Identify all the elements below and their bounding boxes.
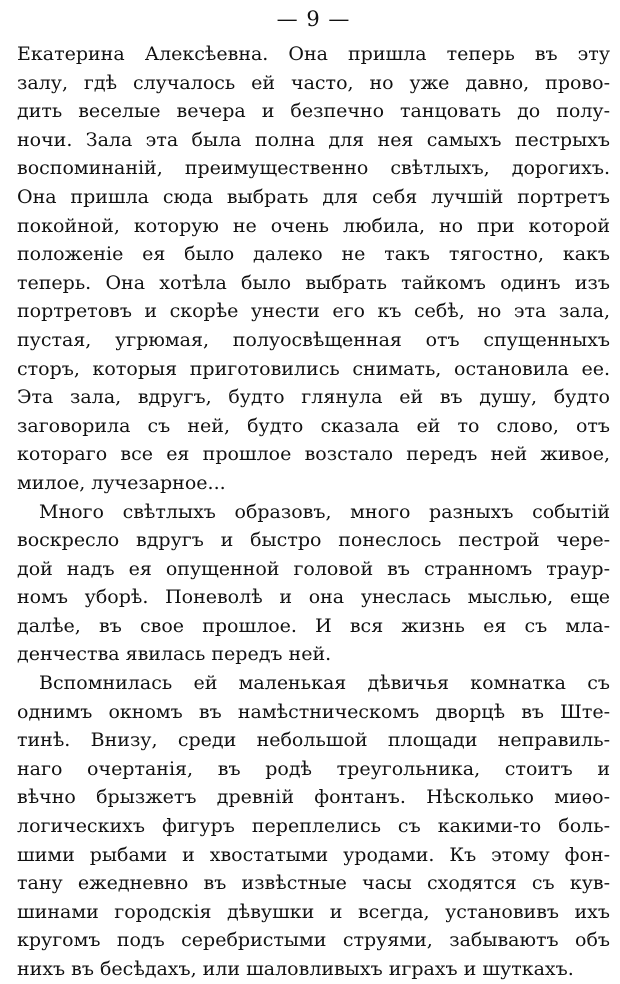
text-line: Эта зала, вдругъ, будто глянула ей въ душу, будто — [17, 386, 610, 409]
text-line: пустая, угрюмая, полуосвѣщенная отъ спущенныхъ — [17, 328, 610, 351]
text-line: Екатерина Алексѣевна. Она пришла теперь въ эту — [17, 43, 610, 65]
text-line: теперь. Она хотѣла было выбрать тайкомъ одинъ изъ — [17, 271, 610, 294]
text-line: ночи. Зала эта была полна для нея самыхъ пестрыхъ — [17, 128, 610, 151]
text-line: номъ уборѣ. Поневолѣ и она унеслась мыслью, еще — [17, 586, 610, 609]
text-line: дить веселые вечера и безпечно танцовать до полу- — [17, 100, 610, 123]
text-line: кругомъ подъ серебристыми струями, забываютъ объ — [17, 929, 610, 952]
text-line: денчества явилась передъ ней. — [17, 643, 332, 666]
text-line: вѣчно брызжетъ древнiй фонтанъ. Нѣсколько миѳо- — [17, 786, 610, 809]
paragraph — [17, 669, 610, 984]
text-line: Вспомнилась ей маленькая дѣвичья комнатка съ — [39, 672, 610, 695]
text-line: воскресло вдругъ и быстро понеслось пестрой чере- — [17, 529, 610, 552]
text-line: залу, гдѣ случалось ей часто, но уже давно, прово- — [17, 71, 610, 94]
text-line: Она пришла сюда выбрать для себя лучшiй портретъ — [17, 185, 610, 208]
text-line: положенiе ея было далеко не такъ тягостно, какъ — [17, 243, 610, 266]
text-line: заговорила съ ней, будто сказала ей то слово, отъ — [17, 414, 610, 437]
text-line: милое, лучезарное... — [17, 471, 226, 494]
text-body — [17, 40, 610, 984]
text-line: шинами городскiя дѣвушки и всегда, установивъ ихъ — [17, 900, 610, 923]
page-number: — 9 — — [276, 7, 351, 31]
text-line: тинѣ. Внизу, среди небольшой площади неправиль- — [17, 729, 610, 752]
text-line: шими рыбами и хвостатыми уродами. Къ этому фон- — [17, 843, 610, 866]
text-line: Много свѣтлыхъ образовъ, много разныхъ событiй — [39, 500, 610, 523]
text-line: покойной, которую не очень любила, но при которой — [17, 214, 610, 237]
text-line: портретовъ и скорѣе унести его къ себѣ, но эта зала, — [17, 300, 610, 323]
text-line: нихъ въ бесѣдахъ, или шаловливыхъ играхъ и шуткахъ. — [17, 958, 574, 980]
text-line: далѣе, въ свое прошлое. И вся жизнь ея съ мла- — [17, 614, 610, 637]
text-line: дой надъ ея опущенной головой въ странномъ траур- — [17, 557, 610, 580]
paragraph — [17, 498, 610, 670]
text-line: воспоминанiй, преимущественно свѣтлыхъ, дорогихъ. — [17, 157, 610, 180]
text-line: логическихъ фигуръ переплелись съ какими-то боль- — [17, 815, 610, 838]
text-line: котораго все ея прошлое возстало передъ ней живое, — [17, 443, 610, 466]
paragraph — [17, 40, 610, 498]
text-line: однимъ окномъ въ намѣстническомъ дворцѣ въ Ште- — [17, 700, 610, 723]
text-line: тану ежедневно въ извѣстные часы сходятся съ кув- — [17, 872, 610, 895]
text-line: сторъ, которыя приготовились снимать, остановила ее. — [17, 357, 610, 380]
text-line: наго очертанiя, въ родѣ треугольника, стоитъ и — [17, 757, 610, 780]
